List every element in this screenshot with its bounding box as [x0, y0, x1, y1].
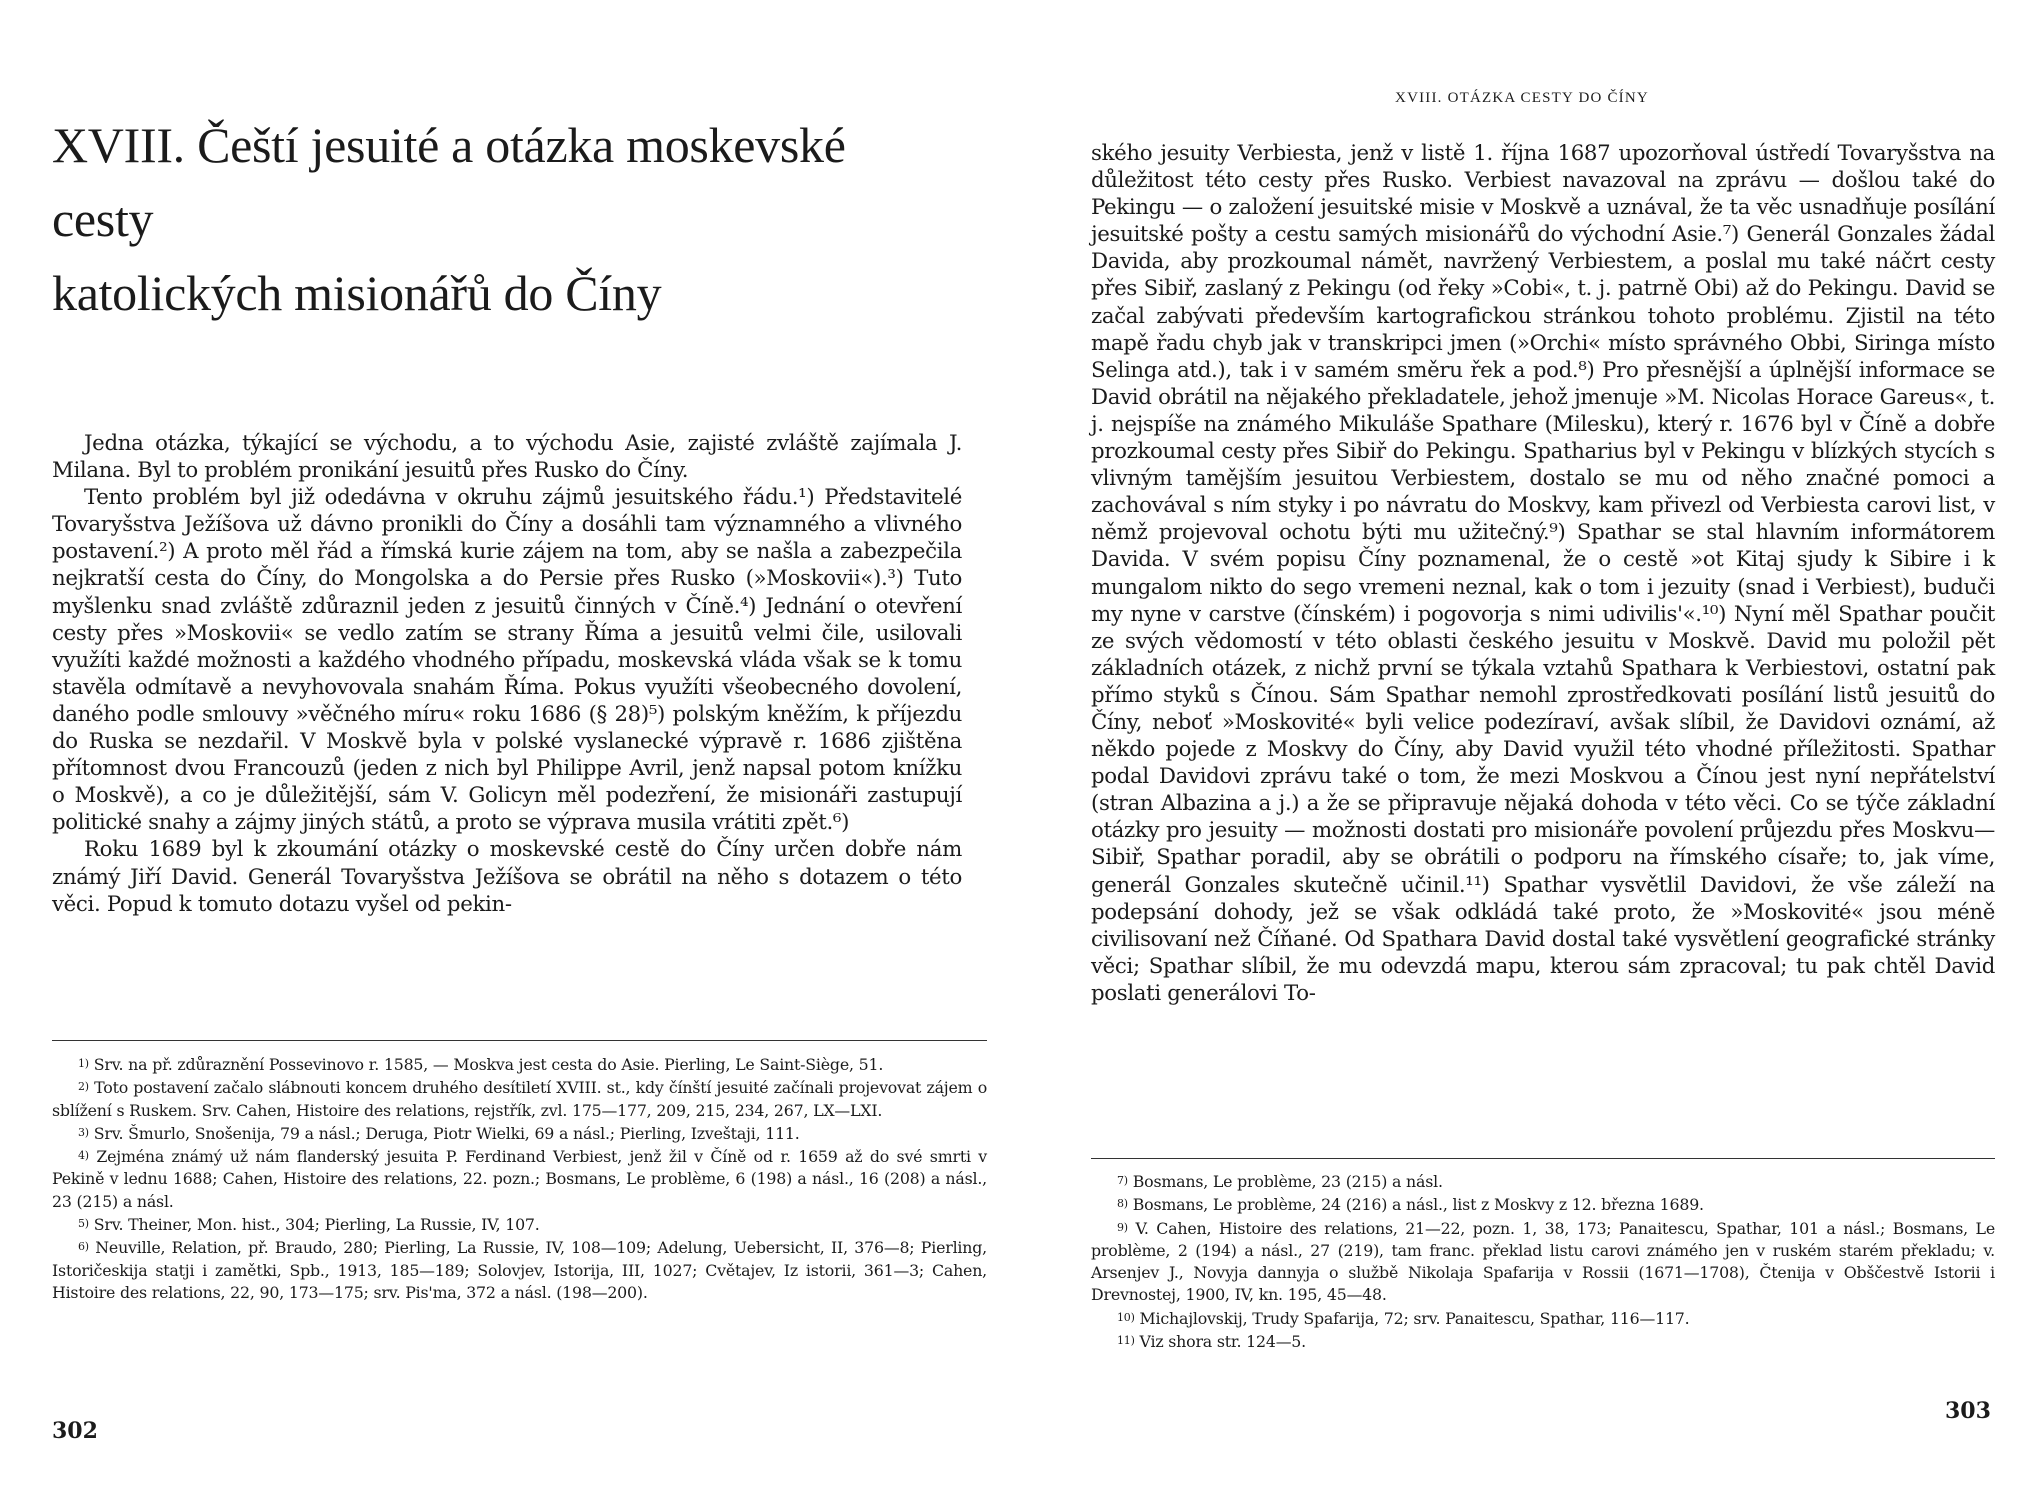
- footnote-divider: [52, 1040, 987, 1041]
- running-head: XVIII. OTÁZKA CESTY DO ČÍNY: [1395, 90, 1649, 106]
- left-page: [0, 0, 1010, 1500]
- body-paragraph: Roku 1689 byl k zkoumání otázky o moskevské cestě do Číny určen dobře nám známý Jiří David. Generál Tovaryšstva Ježíšova se obrátil na něho s dotazem o této věci. Popud k tomuto dotazu vyšel od pekin-: [52, 837, 962, 917]
- footnote-text: Michajlovskij, Trudy Spafarija, 72; srv. Panaitescu, Spathar, 116—117.: [1139, 1308, 1690, 1328]
- footnote-text: Bosmans, Le problème, 23 (215) a násl.: [1132, 1172, 1443, 1191]
- left-body-text: [52, 430, 962, 918]
- footnote: [52, 1145, 987, 1213]
- footnote-number: 1): [78, 1057, 89, 1070]
- footnote-text: Bosmans, Le problème, 24 (216) a násl., list z Moskvy z 12. března 1689.: [1132, 1195, 1704, 1215]
- footnote: [1091, 1217, 1995, 1307]
- chapter-title-line-1: XVIII. Čeští jesuité a otázka moskevské cesty: [52, 117, 846, 247]
- chapter-title-line-2: katolických misionářů do Číny: [52, 265, 662, 321]
- body-paragraph: Tento problém byl již odedávna v okruhu zájmů jesuitského řádu.¹) Představitelé Tovaryšstva Ježíšova už dávno pronikli do Číny a dosáhli tam významného a vlivného postavení.²) A proto měl řád a římská kurie zájem na tom, aby se našla a zabezpečila nejkratší cesta do Číny, do Mongolska a do Persie přes Rusko (»Moskovii«).³) Tuto myšlenku snad zvláště zdůraznil jeden z jesuitů činných v Číně.⁴) Jednání o otevření cesty přes »Moskovii« se vedlo zatím se strany Říma a jesuitů velmi čile, usilovali využíti každé možnosti a každého vhodného případu, moskevská vláda však se k tomu stavěla odmítavě a nevyhovovala snahám Říma. Pokus využíti všeobecného dovolení, daného podle smlouvy »věčného míru« roku 1686 (§ 28)⁵) polským kněžím, k příjezdu do Ruska se nezdařil. V Moskvě byla v polské vyslanecké výpravě r. 1686 zjištěna přítomnost dvou Francouzů (jeden z nich byl Philippe Avril, jenž napsal potom knížku o Moskvě), a co je důležitější, sám V. Golicyn měl podezření, že misionáři zastupují politické snahy a zájmy jiných států, a proto se výprava musila vrátiti zpět.⁶): [52, 485, 962, 836]
- right-page: [1010, 0, 2034, 1500]
- footnote-number: 6): [78, 1240, 89, 1254]
- page-number: 303: [1945, 1398, 1991, 1424]
- footnote-text: Srv. Theiner, Mon. hist., 304; Pierling, La Russie, IV, 107.: [93, 1215, 540, 1235]
- footnote-number: 10): [1117, 1310, 1135, 1324]
- right-footnotes: [1091, 1170, 1995, 1353]
- left-footnotes: [52, 1053, 987, 1304]
- footnote-number: 7): [1117, 1174, 1128, 1187]
- page-number: 302: [52, 1418, 98, 1444]
- footnote-text: Zejména známý už nám flanderský jesuita P. Ferdinand Verbiest, jenž žil v Číně od r. 1659 až do své smrti v Pekině v lednu 1688; Cahen, Histoire des relations, 22. pozn.; Bosmans, Le problème, 6 (198) a násl., 16 (208) a násl., 23 (215) a násl.: [52, 1147, 988, 1211]
- footnote-number: 8): [1117, 1197, 1128, 1211]
- footnote-text: Srv. Šmurlo, Snošenija, 79 a násl.; Deruga, Piotr Wielki, 69 a násl.; Pierling, Izveštaji, 111.: [93, 1123, 800, 1143]
- footnote: [1091, 1307, 1995, 1330]
- footnote-number: 11): [1117, 1334, 1135, 1348]
- footnote-number: 2): [78, 1080, 89, 1094]
- footnote: [52, 1236, 987, 1304]
- footnote-text: Srv. na př. zdůraznění Possevinovo r. 1585, — Moskva jest cesta do Asie. Pierling, Le Saint-Siège, 51.: [93, 1055, 884, 1074]
- footnote: [1091, 1170, 1995, 1193]
- footnote-text: Neuville, Relation, př. Braudo, 280; Pierling, La Russie, IV, 108—109; Adelung, Uebersicht, II, 376—8; Pierling, Istoričeskija statji i zamětki, Spb., 1913, 185—189; Solovjev, Istorija, III, 1027; Cvětajev, Iz istorii, 361—3; Cahen, Histoire des relations, 22, 90, 173—175; srv. Pis'ma, 372 a násl. (198—200).: [52, 1238, 987, 1302]
- footnote: [52, 1076, 987, 1122]
- footnote: [52, 1053, 987, 1076]
- body-paragraph: ského jesuity Verbiesta, jenž v listě 1. října 1687 upozorňoval ústředí Tovaryšstva na důležitost této cesty přes Rusko. Verbiest navazoval na zprávu — došlou také do Pekingu — o založení jesuitské misie v Moskvě a uznával, že ta věc usnadňuje posílání jesuitské pošty a cestu samých misionářů do východní Asie.⁷) Generál Gonzales žádal Davida, aby prozkoumal námět, navržený Verbiestem, a poslal mu také náčrt cesty přes Sibiř, zaslaný z Pekingu (od řeky »Cobi«, t. j. patrně Obi) až do Pekingu. David se začal zabývati především kartografickou stránkou tohoto problému. Zjistil na této mapě řadu chyb jak v transkripci jmen (»Orchi« místo správného Obbi, Siringa místo Selinga atd.), tak i v samém směru řek a pod.⁸) Pro přesnější a úplnější informace se David obrátil na nějakého překladatele, jehož jmenuje »M. Nicolas Horace Gareus«, t. j. nejspíše na známého Mikuláše Spathare (Milesku), který r. 1676 byl v Číně a dobře prozkoumal cesty přes Sibiř do Pekingu. Spatharius byl v Pekingu v blízkých stycích s vlivným tamějším jesuitou Verbiestem, dostalo se mu od něho značné pomoci a zachovával s ním styky i po návratu do Moskvy, kam přivezl od Verbiesta carovi list, v němž projevoval ochotu býti mu užitečný.⁹) Spathar se stal hlavním informátorem Davida. V svém popisu Číny poznamenal, že o cestě »ot Kitaj sjudy k Sibire i k mungalom nikto do sego vremeni neznal, kak o tom i jezuity (snad i Verbiest), buduči my nyne v carstve (čínském) i pogovorja s nimi udivilis'«.¹⁰) Nyní měl Spathar poučit ze svých vědomostí v této oblasti českého jesuitu v Moskvě. David mu položil pět základních otázek, z nichž první se týkala vztahů Spathara k Verbiestovi, ostatní pak přímo styků s Čínou. Sám Spathar nemohl zprostředkovati posílání listů jesuitů do Číny, neboť »Moskovité« byli velice podezíraví, avšak slíbil, že Davidovi oznámí, až někdo pojede z Moskvy do Číny, aby David využil této vhodné příležitosti. Spathar podal Davidovi zprávu také o tom, že mezi Moskvou a Čínou jest nyní nepřátelství (stran Albazina a j.) a že se připravuje nějaká dohoda v této věci. Co se týče základní otázky pro jesuity — možnosti dostati pro misionáře povolení průjezdu přes Moskvu—Sibiř, Spathar poradil, aby se obrátili o podporu na římského císaře; to, jak víme, generál Gonzales skutečně učinil.¹¹) Spathar vysvětlil Davidovi, že vše záleží na podepsání dohody, jež se však odkládá také proto, že »Moskovité« jsou méně civilisovaní než Číňané. Od Spathara David dostal také vysvětlení geografické stránky věci; Spathar slíbil, že mu odevzdá mapu, kterou sám zpracoval; tu pak chtěl David poslati generálovi To-: [1091, 141, 1995, 1006]
- footnote-number: 3): [78, 1125, 89, 1139]
- footnote-divider: [1091, 1158, 1995, 1159]
- body-paragraph: Jedna otázka, týkající se východu, a to východu Asie, zajisté zvláště zajímala J. Milana. Byl to problém pronikání jesuitů přes Rusko do Číny.: [52, 431, 962, 484]
- footnote-text: V. Cahen, Histoire des relations, 21—22, pozn. 1, 38, 173; Panaitescu, Spathar, 101 a násl.; Bosmans, Le problème, 2 (194) a násl., 27 (219), tam franc. překlad listu carovi známého jen v ruském starém překladu; v. Arsenjev J., Novyja dannyja o službě Nikolaja Spafarija v Rossii (1671—1708), Čtenija v Obščestvě Istorii i Drevnostej, 1900, IV, kn. 195, 45—48.: [1091, 1218, 1995, 1305]
- footnote: [1091, 1330, 1995, 1353]
- chapter-title: [52, 108, 952, 330]
- footnote-text: Viz shora str. 124—5.: [1139, 1332, 1306, 1352]
- footnote-number: 9): [1117, 1220, 1128, 1234]
- footnote: [52, 1122, 987, 1145]
- footnote-number: 4): [78, 1149, 89, 1163]
- footnote: [52, 1213, 987, 1236]
- footnote-number: 5): [78, 1217, 89, 1231]
- footnote: [1091, 1193, 1995, 1216]
- right-body-text: [1091, 140, 1995, 1007]
- footnote-text: Toto postavení začalo slábnouti koncem druhého desítiletí XVIII. st., kdy čínští jesuité začínali projevovat zájem o sblížení s Ruskem. Srv. Cahen, Histoire des relations, rejstřík, zvl. 175—177, 209, 215, 234, 267, LX—LXI.: [52, 1078, 987, 1120]
